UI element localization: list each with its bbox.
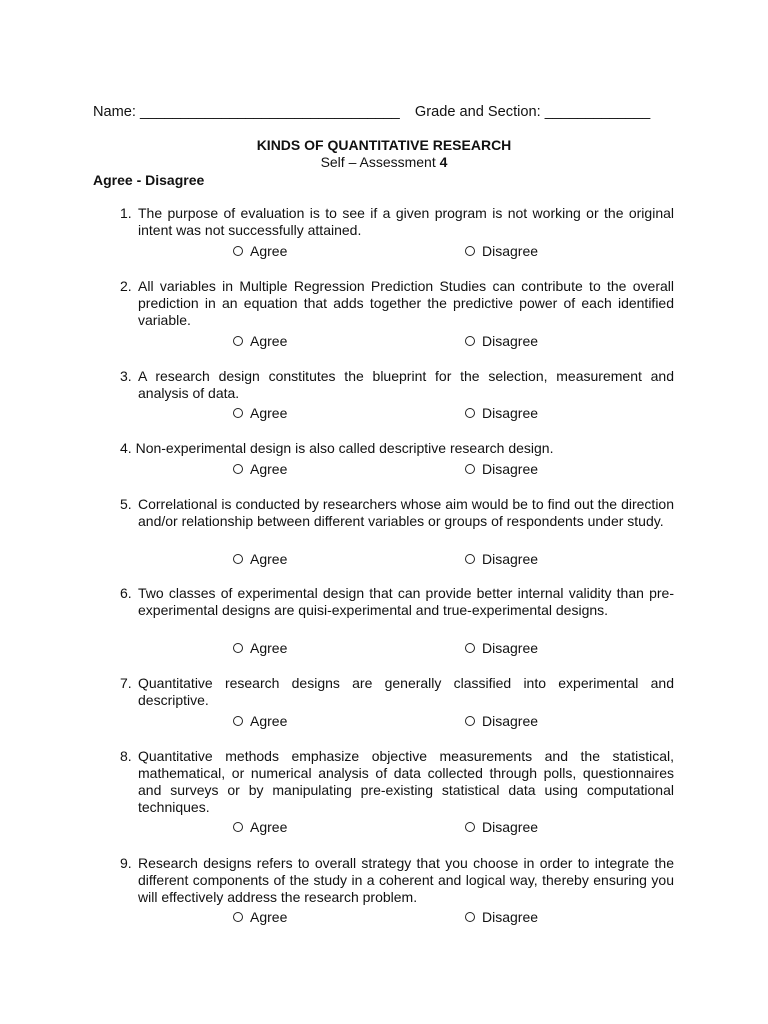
disagree-option[interactable] [465,713,538,730]
radio-icon[interactable] [233,464,243,474]
agree-option[interactable] [233,333,287,350]
radio-icon[interactable] [233,643,243,653]
question-item [120,205,674,239]
radio-icon[interactable] [465,408,475,418]
agree-option[interactable] [233,819,287,836]
radio-icon[interactable] [465,336,475,346]
disagree-option[interactable] [465,333,538,350]
question-text: Two classes of experimental design that can provide better internal validity than pre-experimental designs are quisi-experimental and true-experimental designs. [138,585,674,618]
question-item [120,855,674,906]
question-item [120,585,674,619]
question-item [120,748,674,816]
grade-section-label: Grade and Section: [414,104,541,120]
disagree-label: Disagree [482,713,539,729]
agree-label: Agree [250,333,288,349]
radio-icon[interactable] [233,246,243,256]
agree-option[interactable] [233,909,287,926]
agree-label: Agree [250,713,288,729]
agree-option[interactable] [233,551,287,568]
agree-label: Agree [250,551,288,567]
disagree-label: Disagree [482,405,539,421]
radio-icon[interactable] [465,643,475,653]
radio-icon[interactable] [233,912,243,922]
radio-icon[interactable] [465,716,475,726]
radio-icon[interactable] [233,822,243,832]
question-number: 5. [120,496,132,512]
name-label: Name: [93,104,136,120]
worksheet-subtitle [0,154,768,170]
question-number: 1. [120,205,132,221]
disagree-label: Disagree [482,333,539,349]
agree-option[interactable] [233,405,287,422]
radio-icon[interactable] [465,912,475,922]
grade-section-blank[interactable]: _____________ [544,104,651,120]
disagree-label: Disagree [482,461,539,477]
question-text: The purpose of evaluation is to see if a given program is not working or the original intent was not successfully attained. [138,205,674,238]
question-text: All variables in Multiple Regression Prediction Studies can contribute to the overall prediction in an equation that adds together the predictive power of each identified variable. [138,278,674,328]
question-text: A research design constitutes the blueprint for the selection, measurement and analysis of data. [138,368,674,401]
radio-icon[interactable] [465,822,475,832]
disagree-option[interactable] [465,405,538,422]
disagree-label: Disagree [482,551,539,567]
question-text: Research designs refers to overall strategy that you choose in order to integrate the different components of the study in a coherent and logical way, thereby ensuring you will effectively address the research problem. [138,855,674,905]
disagree-label: Disagree [482,819,539,835]
disagree-option[interactable] [465,461,538,478]
agree-label: Agree [250,819,288,835]
question-number: 9. [120,855,132,871]
question-text: Quantitative methods emphasize objective measurements and the statistical, mathematical, or numerical analysis of data collected through polls, questionnaires and surveys or by manipulating pre-existing statistical data using computational techniques. [138,748,674,815]
disagree-option[interactable] [465,551,538,568]
disagree-label: Disagree [482,640,539,656]
radio-icon[interactable] [465,554,475,564]
header-line [93,104,683,120]
question-text: Correlational is conducted by researchers whose aim would be to find out the direction and/or relationship between different variables or groups of respondents under study. [138,496,674,529]
radio-icon[interactable] [233,336,243,346]
question-text: Non-experimental design is also called descriptive research design. [135,440,554,456]
question-number: 7. [120,675,132,691]
agree-label: Agree [250,461,288,477]
assessment-number: 4 [439,154,448,170]
question-item [120,278,674,329]
disagree-label: Disagree [482,909,539,925]
section-heading: Agree - Disagree [93,172,205,188]
radio-icon[interactable] [233,716,243,726]
disagree-option[interactable] [465,909,538,926]
question-number: 8. [120,748,132,764]
question-item [120,368,674,402]
agree-option[interactable] [233,243,287,260]
question-number: 2. [120,278,132,294]
agree-option[interactable] [233,461,287,478]
agree-option[interactable] [233,640,287,657]
radio-icon[interactable] [233,408,243,418]
name-blank[interactable]: ________________________________ [140,104,400,120]
disagree-option[interactable] [465,640,538,657]
question-item [120,675,674,709]
question-number: 4. [120,440,132,456]
question-item [120,496,674,530]
agree-label: Agree [250,243,288,259]
radio-icon[interactable] [465,464,475,474]
radio-icon[interactable] [233,554,243,564]
disagree-option[interactable] [465,243,538,260]
question-number: 3. [120,368,132,384]
subtitle-text: Self – Assessment [320,154,440,170]
worksheet-title: KINDS OF QUANTITATIVE RESEARCH [256,137,512,153]
question-text: Quantitative research designs are generally classified into experimental and descriptive. [138,675,674,708]
disagree-label: Disagree [482,243,539,259]
agree-label: Agree [250,640,288,656]
question-number: 6. [120,585,132,601]
agree-label: Agree [250,909,288,925]
disagree-option[interactable] [465,819,538,836]
radio-icon[interactable] [465,246,475,256]
question-item [120,440,674,457]
agree-option[interactable] [233,713,287,730]
agree-label: Agree [250,405,288,421]
